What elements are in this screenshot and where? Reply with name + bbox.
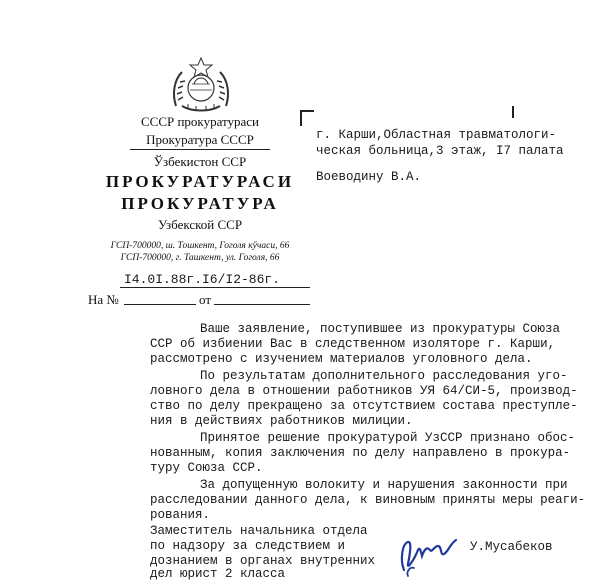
body-p4-line-3: рования. bbox=[150, 508, 211, 522]
body-p2-line-3: ство по делу прекращено за отсутствием состава преступле- bbox=[150, 399, 578, 413]
signature-title-line-3: дознанием в органах внутренних bbox=[150, 554, 376, 568]
body-p1-line-3: рассмотрено с изучением материалов уголовного дела. bbox=[150, 352, 533, 366]
letterhead-line-5: ПРОКУРАТУРА bbox=[121, 194, 279, 213]
recipient-address-2: ческая больница,3 этаж, I7 палата bbox=[316, 144, 564, 158]
recipient-address-1: г. Карши,Областная травматологи- bbox=[316, 128, 557, 142]
address-bracket-left bbox=[300, 110, 314, 126]
body-p1-line-1: Ваше заявление, поступившее из прокуратуры Союза bbox=[200, 322, 561, 336]
letterhead-address-1: ГСП-700000, ш. Тошкент, Гоголя кўчаси, 66 bbox=[110, 241, 290, 251]
signature-title-line-4: дел юрист 2 класса bbox=[150, 567, 286, 581]
letterhead-line-2: Прокуратура СССР bbox=[146, 132, 254, 147]
body-p4-line-1: За допущенную волокиту и нарушения законности при bbox=[200, 478, 568, 492]
ref-number-line bbox=[124, 304, 196, 305]
handwritten-signature-icon bbox=[394, 520, 464, 578]
letterhead-divider bbox=[130, 149, 270, 150]
date-underline bbox=[120, 287, 310, 288]
document-number: I6/I2-86г. bbox=[202, 272, 281, 287]
letterhead-line-4: ПРОКУРАТУРАСИ bbox=[105, 172, 295, 191]
letterhead-address-2: ГСП-700000, г. Ташкент, ул. Гоголя, 66 bbox=[120, 253, 280, 263]
body-p3-line-2: нованным, копия заключения по делу направлено в прокура- bbox=[150, 446, 571, 460]
letterhead-line-3: Ўзбекистон ССР bbox=[153, 154, 247, 169]
recipient-name: Воеводину В.А. bbox=[316, 170, 422, 184]
body-p3-line-3: туру Союза ССР. bbox=[150, 461, 263, 475]
ref-label: На № bbox=[88, 292, 119, 307]
letterhead-line-1: СССР прокуратураси bbox=[140, 114, 260, 129]
ref-from-line bbox=[214, 304, 310, 305]
body-p1-line-2: ССР об избиении Вас в следственном изоляторе г. Карши, bbox=[150, 337, 556, 351]
body-p2-line-2: ловного дела в отношении работников УЯ 64/СИ-5, производ- bbox=[150, 384, 578, 398]
document-date: I4.0I.88г. bbox=[124, 272, 203, 287]
body-p2-line-4: ния в действиях работников милиции. bbox=[150, 414, 413, 428]
letterhead-line-6: Узбекской ССР bbox=[157, 217, 243, 232]
signatory-name: У.Мусабеков bbox=[470, 540, 553, 554]
body-p3-line-1: Принятое решение прокуратурой УзССР признано обос- bbox=[200, 431, 576, 445]
body-p2-line-1: По результатам дополнительного расследования уго- bbox=[200, 369, 568, 383]
signature-title-line-2: по надзору за следствием и bbox=[150, 539, 346, 553]
ref-from-label: от bbox=[199, 292, 212, 307]
body-p4-line-2: расследовании данного дела, к виновным приняты меры реаги- bbox=[150, 493, 586, 507]
signature-title-line-1: Заместитель начальника отдела bbox=[150, 524, 368, 538]
address-bracket-right bbox=[508, 106, 514, 118]
state-emblem-icon bbox=[168, 54, 234, 116]
